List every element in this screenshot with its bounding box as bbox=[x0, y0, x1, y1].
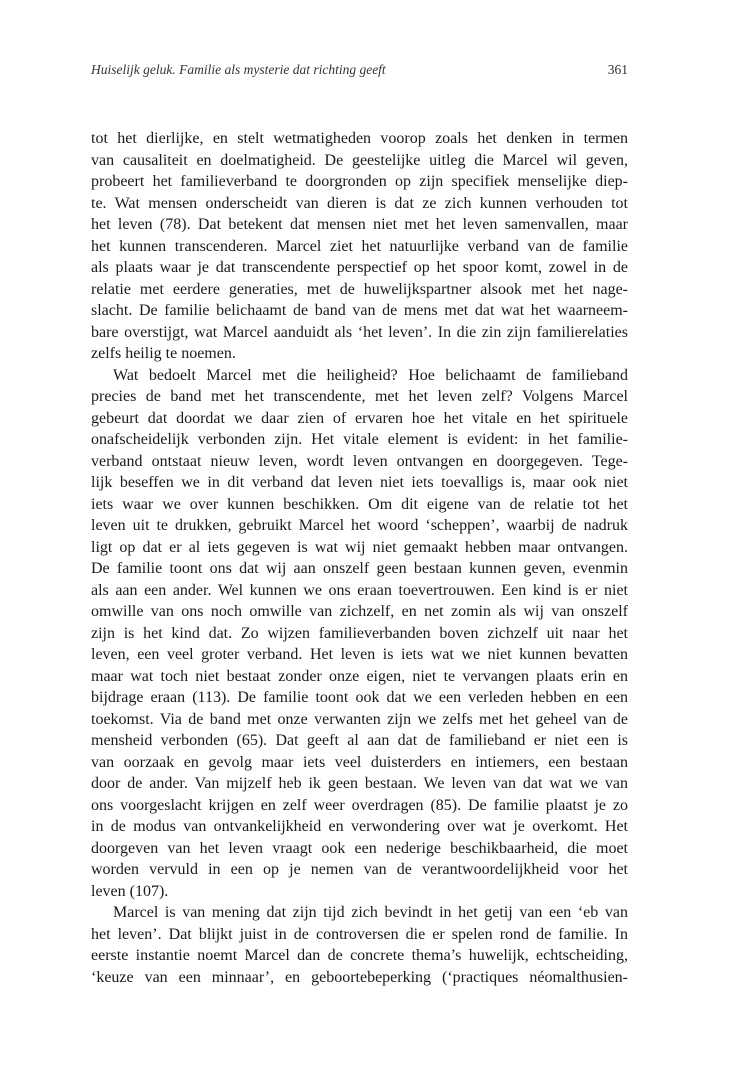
text-line: precies de band met het transcendente, met het leven zelf? Volgens Marcel bbox=[91, 388, 628, 405]
book-page bbox=[91, 62, 628, 988]
text-line: omwille van ons noch omwille van zichzelf, en net zomin als wij van onszelf bbox=[91, 603, 628, 620]
text-line: mensheid verbonden (65). Dat geeft al aan dat de familieband er niet een is bbox=[91, 732, 628, 749]
text-line: maar wat toch niet bestaat zonder onze eigen, niet te vervangen plaats erin en bbox=[91, 667, 628, 685]
running-header bbox=[91, 62, 628, 84]
text-line: ligt op dat er al iets gegeven is wat wij niet gemaakt hebben maar ontvangen. bbox=[91, 538, 628, 556]
text-line: bare overstijgt, wat Marcel aanduidt als ‘het leven’. In die zin zijn familierelaties bbox=[91, 323, 628, 341]
text-line: onafscheidelijk verbonden zijn. Het vitale element is evident: in het familie- bbox=[91, 431, 628, 448]
text-line: van oorzaak en gevolg maar iets veel duisterders en intiemers, een bestaan bbox=[91, 753, 628, 771]
body-text bbox=[91, 128, 628, 988]
text-line: doorgeven van het leven vraagt ook een nederige beschikbaarheid, die moet bbox=[91, 839, 628, 857]
text-line: als aan een ander. Wel kunnen we ons eraan toevertrouwen. Een kind is er niet bbox=[91, 581, 628, 599]
text-line: het leven’. Dat blijkt juist in de controversen die er spelen rond de familie. In bbox=[91, 925, 628, 943]
running-head-title: Huiselijk geluk. Familie als mysterie dat richting geeft bbox=[91, 62, 386, 77]
page-number: 361 bbox=[607, 62, 628, 77]
text-line: Marcel is van mening dat zijn tijd zich bevindt in het getij van een ‘eb van bbox=[113, 904, 628, 921]
text-line: De familie toont ons dat wij aan onszelf geen bestaan kunnen geven, evenmin bbox=[91, 560, 628, 577]
text-line: relatie met eerdere generaties, met de huwelijkspartner alsook met het nage- bbox=[91, 280, 628, 298]
text-line: verband ontstaat nieuw leven, wordt leven ontvangen en doorgegeven. Tege- bbox=[91, 452, 628, 470]
text-line: van causaliteit en doelmatigheid. De geestelijke uitleg die Marcel wil geven, bbox=[91, 151, 628, 169]
text-line: het kunnen transcenderen. Marcel ziet het natuurlijke verband van de familie bbox=[91, 237, 628, 255]
text-line: in de modus van ontvankelijkheid en verwondering over wat je overkomt. Het bbox=[91, 818, 628, 835]
text-line: toekomst. Via de band met onze verwanten zijn we zelfs met het geheel van de bbox=[91, 710, 628, 728]
text-line: zelfs heilig te noemen. bbox=[91, 345, 236, 362]
text-line: te. Wat mensen onderscheidt van dieren is dat ze zich kunnen verhouden tot bbox=[91, 194, 628, 212]
text-line: gebeurt dat doordat we daar zien of ervaren hoe het vitale en het spirituele bbox=[91, 409, 628, 427]
text-line: probeert het familieverband te doorgronden op zijn specifiek menselijke diep- bbox=[91, 173, 628, 190]
text-line: tot het dierlijke, en stelt wetmatigheden voorop zoals het denken in termen bbox=[91, 130, 628, 147]
text-line: lijk beseffen we in dit verband dat leven niet iets toevalligs is, maar ook niet bbox=[91, 474, 628, 491]
paragraph bbox=[91, 902, 628, 988]
text-line: leven (107). bbox=[91, 882, 169, 900]
text-line: ons voorgeslacht krijgen en zelf weer overdragen (85). De familie plaatst je zo bbox=[91, 796, 628, 814]
paragraph bbox=[91, 365, 628, 903]
text-line: door de ander. Van mijzelf heb ik geen bestaan. We leven van dat wat we van bbox=[91, 775, 628, 792]
text-line: als plaats waar je dat transcendente perspectief op het spoor komt, zowel in de bbox=[91, 259, 628, 276]
text-line: zijn is het kind dat. Zo wijzen familieverbanden boven zichzelf uit naar het bbox=[91, 624, 628, 642]
text-line: Wat bedoelt Marcel met die heiligheid? Hoe belichaamt de familieband bbox=[113, 366, 628, 384]
text-line: eerste instantie noemt Marcel dan de concrete thema’s huwelijk, echtscheiding, bbox=[91, 947, 628, 964]
text-line: ‘keuze van een minnaar’, en geboortebeperking (‘practiques néomalthusien- bbox=[91, 968, 628, 986]
text-line: het leven (78). Dat betekent dat mensen niet met het leven samenvallen, maar bbox=[91, 216, 628, 233]
text-line: iets waar we over kunnen beschikken. Om dit eigene van de relatie tot het bbox=[91, 495, 628, 513]
text-line: leven, een veel groter verband. Het leven is iets wat we niet kunnen bevatten bbox=[91, 646, 628, 663]
paragraph bbox=[91, 128, 628, 365]
text-line: worden vervuld in een op je nemen van de verantwoordelijkheid voor het bbox=[91, 861, 628, 878]
text-line: slacht. De familie belichaamt de band van de mens met dat wat het waarneem- bbox=[91, 302, 628, 319]
text-line: bijdrage eraan (113). De familie toont ook dat we een verleden hebben en een bbox=[91, 689, 628, 706]
text-line: leven uit te drukken, gebruikt Marcel het woord ‘scheppen’, waarbij de nadruk bbox=[91, 517, 628, 534]
